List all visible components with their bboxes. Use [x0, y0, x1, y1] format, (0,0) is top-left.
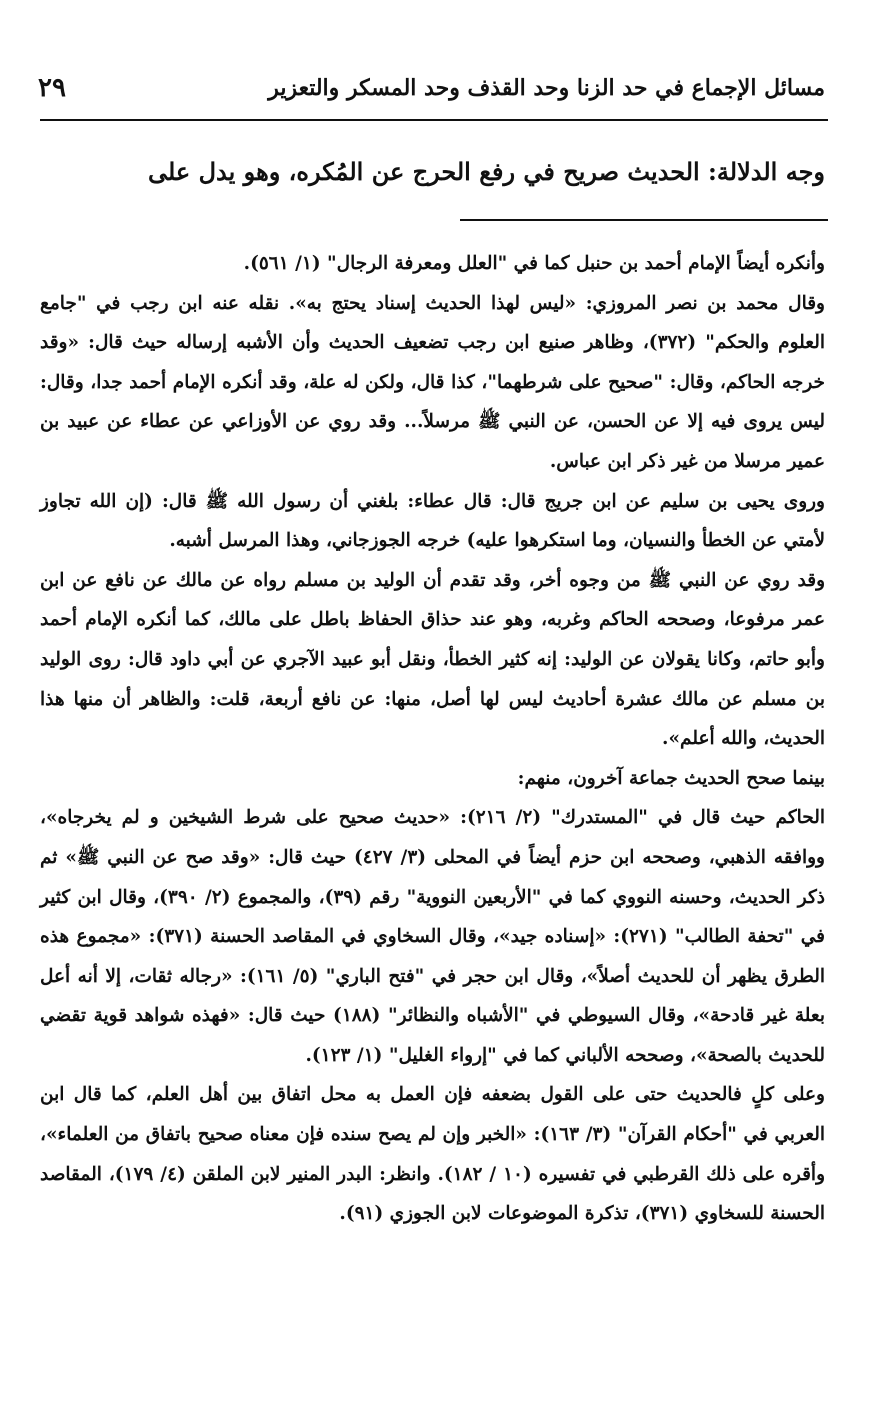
footnote-paragraph: وأنكره أيضاً الإمام أحمد بن حنبل كما في "العلل ومعرفة الرجال" (١/ ٥٦١). — [243, 253, 825, 274]
running-title: مسائل الإجماع في حد الزنا وحد القذف وحد المسكر والتعزير — [268, 75, 825, 101]
footnote-paragraph: وعلى كلٍ فالحديث حتى على القول بضعفه فإن العمل به محل اتفاق بين أهل العلم، كما قال ابن العربي في "أحكام القرآن" (٣/ ١٦٣): «الخبر وإن لم يصح سنده فإن معناه صحيح باتفاق من العلماء»، وأقره على ذلك القرطبي في تفسيره (١٠ / ١٨٢). وانظر: البدر المنير لابن الملقن (٤/ ١٧٩)، المقاصد الحسنة للسخاوي (٣٧١)، تذكرة الموضوعات لابن الجوزي (٩١). — [40, 1084, 826, 1225]
footnote-paragraph: الحاكم حيث قال في "المستدرك" (٢/ ٢١٦): «حديث صحيح على شرط الشيخين و لم يخرجاه»، ووافقه الذهبي، وصححه ابن حزم أيضاً في المحلى (٣/ ٤٢٧) حيث قال: «وقد صح عن النبي ﷺ» ثم ذكر الحديث، وحسنه النووي كما في "الأربعين النووية" رقم (٣٩)، والمجموع (٢/ ٣٩٠)، وقال ابن كثير في "تحفة الطالب" (٢٧١): «إسناده جيد»، وقال السخاوي في المقاصد الحسنة (٣٧١): «مجموع هذه الطرق يظهر أن للحديث أصلاً»، وقال ابن حجر في "فتح الباري" (٥/ ١٦١): «رجاله ثقات، إلا أنه أعل بعلة غير قادحة»، وقال السيوطي في "الأشباه والنظائر" (١٨٨) حيث قال: «فهذه شواهد قوية تقضي للحديث بالصحة»، وصححه الألباني كما في "إرواء الغليل" (١/ ١٢٣). — [40, 807, 826, 1066]
footnotes — [40, 244, 825, 1234]
footnote-paragraph: وقال محمد بن نصر المروزي: «ليس لهذا الحديث إسناد يحتج به». نقله عنه ابن رجب في "جامع العلوم والحكم" (٣٧٢)، وظاهر صنيع ابن رجب تضعيف الحديث وأن الأشبه إرساله حيث قال: «وقد خرجه الحاكم، وقال: "صحيح على شرطهما"، كذا قال، ولكن له علة، وقد أنكره الإمام أحمد جدا، وقال: ليس يروى فيه إلا عن الحسن، عن النبي ﷺ مرسلاً... وقد روي عن الأوزاعي عن عطاء عن عبيد بن عمير مرسلا من غير ذكر ابن عباس. — [40, 292, 825, 472]
page-number: ٢٩ — [38, 73, 66, 103]
footnote-paragraph: وقد روي عن النبي ﷺ من وجوه أخر، وقد تقدم أن الوليد بن مسلم رواه عن مالك عن نافع عن ابن عمر مرفوعا، وصححه الحاكم وغربه، وهو عند حذاق الحفاظ باطل على مالك، كما أنكره الإمام أحمد وأبو حاتم، وكانا يقولان عن الوليد: إنه كثير الخطأ، ونقل أبو عبيد الآجري عن أبي داود قال: روى الوليد بن مسلم عن مالك عشرة أحاديث ليس لها أصل، منها: عن نافع أربعة، قلت: والظاهر أن منها هذا الحديث، والله أعلم». — [40, 569, 825, 750]
footnote-paragraph: وروى يحيى بن سليم عن ابن جريج قال: قال عطاء: بلغني أن رسول الله ﷺ قال: (إن الله تجاوز لأمتي عن الخطأ والنسيان، وما استكرهوا عليه) خرجه الجوزجاني، وهذا المرسل أشبه. — [40, 490, 825, 552]
main-text: وجه الدلالة: الحديث صريح في رفع الحرج عن المُكره، وهو يدل على — [147, 157, 825, 186]
footnote-separator — [460, 219, 828, 221]
footnote-paragraph: بينما صحح الحديث جماعة آخرون، منهم: — [517, 767, 825, 789]
header-rule — [40, 119, 828, 121]
